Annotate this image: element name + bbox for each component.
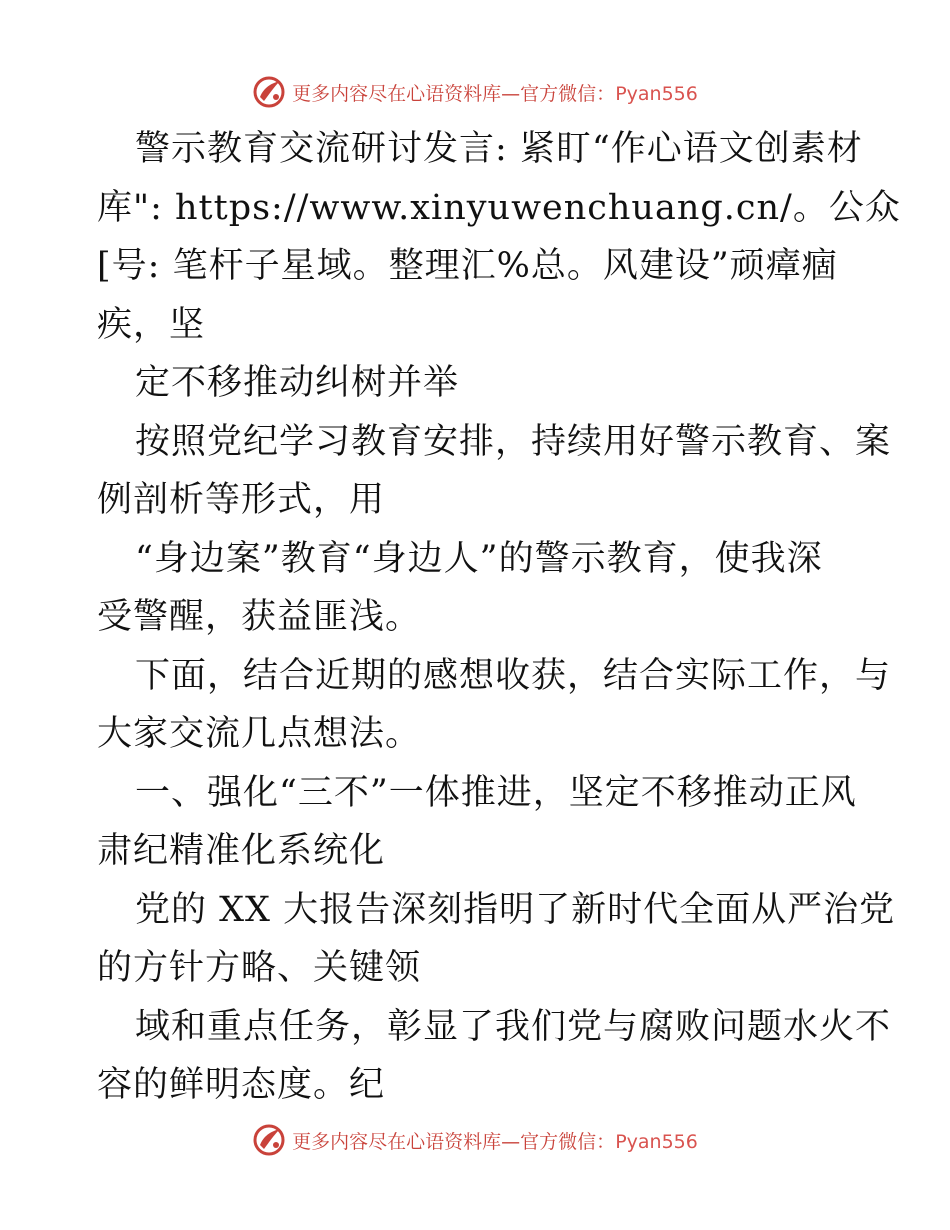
header-banner-wechat-id: Pyan556: [615, 82, 698, 105]
body-text-line: 疾，坚: [97, 304, 206, 345]
header-banner-text: [292, 79, 698, 106]
footer-banner-official: 官方微信：: [520, 1130, 616, 1153]
body-text-line: 按照党纪学习教育安排，持续用好警示教育、案: [135, 421, 892, 462]
body-text-line: 大家交流几点想法。: [97, 714, 422, 754]
header-banner-title: 更多内容尽在心语资料库: [292, 82, 502, 105]
body-text-line: 一、强化“三不”一体推进，坚定不移推动正风: [135, 772, 857, 813]
body-text-line: 受警醒，获益匪浅。: [97, 597, 422, 637]
footer-banner-text: [292, 1127, 698, 1154]
body-text-line: “身边案”教育“身边人”的警示教育，使我深: [135, 538, 823, 579]
header-banner-official: 官方微信：: [520, 82, 616, 105]
footer-banner-title: 更多内容尽在心语资料库: [292, 1130, 502, 1153]
header-banner: [0, 72, 950, 112]
body-text-line: 警示教育交流研讨发言: 紧盯“作心语文创素材: [135, 129, 863, 169]
body-text-line: 例剖析等形式，用: [97, 480, 386, 520]
brand-logo-icon: [252, 1123, 286, 1157]
body-text-line: 下面，结合近期的感想收获，结合实际工作，与: [135, 655, 892, 696]
body-text-line: 定不移推动纠树并举: [135, 363, 460, 403]
footer-banner: [0, 1120, 950, 1160]
footer-banner-separator: —: [501, 1130, 521, 1153]
body-text-line: 库": https://www.xinyuwenchuang.cn/。公众: [97, 187, 901, 228]
brand-logo-icon: [252, 75, 286, 109]
body-text-line: 肃纪精准化系统化: [97, 831, 386, 871]
body-text-line: 容的鲜明态度。纪: [97, 1065, 386, 1105]
body-text-line: 域和重点任务，彰显了我们党与腐败问题水火不: [135, 1006, 892, 1047]
body-text-line: [号: 笔杆子星域。整理汇%总。风建设”顽瘴痼: [97, 246, 838, 286]
footer-banner-wechat-id: Pyan556: [615, 1130, 698, 1153]
header-banner-separator: —: [501, 82, 521, 105]
body-text-line: 的方针方略、关键领: [97, 948, 422, 988]
body-text-line: 党的 XX 大报告深刻指明了新时代全面从严治党: [135, 889, 896, 930]
document-body: [97, 120, 901, 1115]
